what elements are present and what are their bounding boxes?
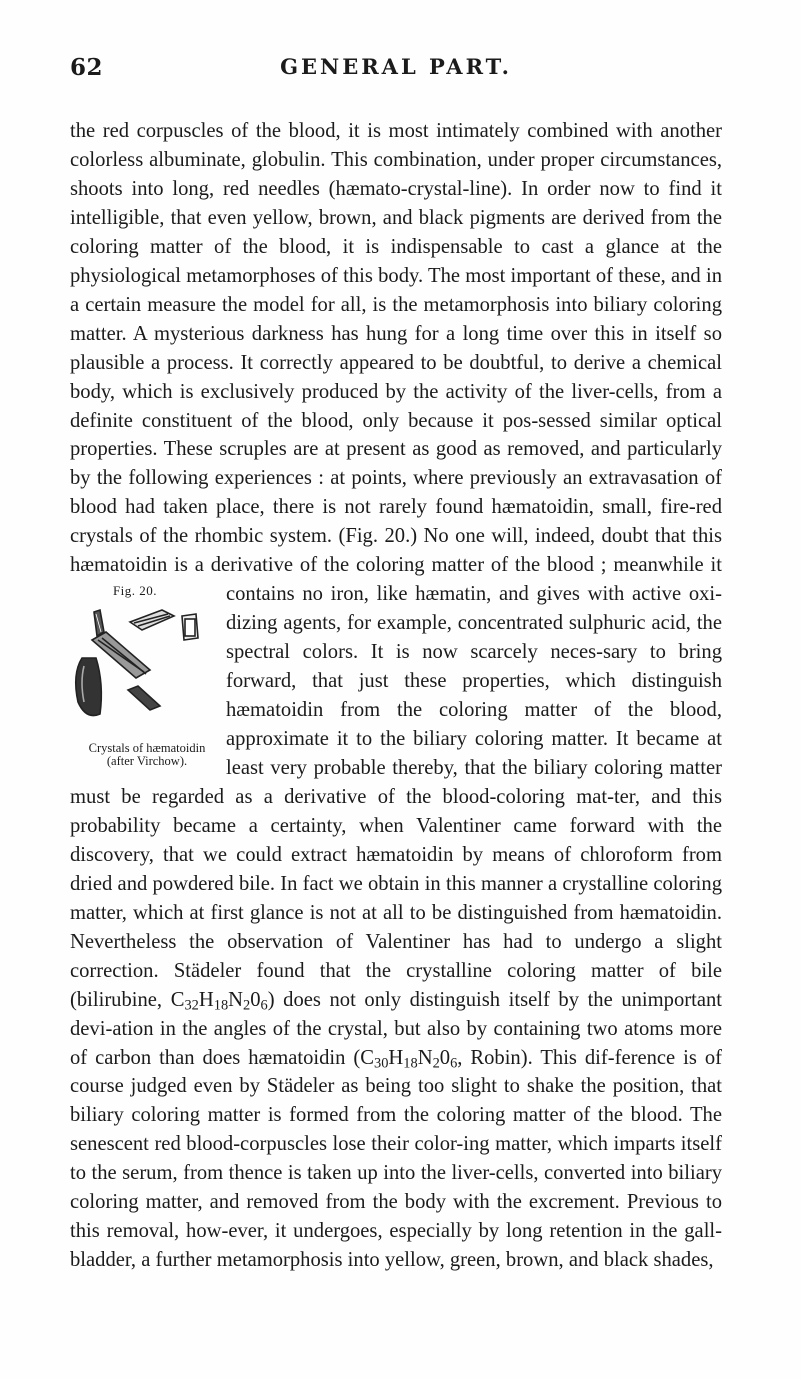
figure-20 bbox=[70, 580, 220, 775]
text-segment: the red corpuscles of the blood, it is most intimately combined with another colorless albuminate, globulin. This combination, under proper circumstances, shoots into long, red needles (hæmato-crystal-line). In order now to find it intelligible, that even yellow, brown, and black pigments are derived from the coloring matter of the blood, it is indispensable to cast a glance at the physiological metamorphoses of this body. The most important of these, and in a certain measure the model for all, is the metamorphosis into biliary coloring matter. A mysterious darkness has hung for a long time over this in itself so plausible a process. It correctly appeared to be doubtful, to derive a chemical body, which is exclusively produced by the activity of the liver-cells, from a definite constituent of the blood, only because it pos-sessed similar optical properties. These scruples are at present as good as removed, and particularly by the following experiences : at points, where previously an extravasation of blood had taken place, there is not rarely found hæmatoidin, small, fire-red crystals of the rhombic system. (Fig. 20.) No one will, indeed, doubt that this hæmatoidin is a derivative of the coloring matter of the blood ; bbox=[70, 120, 722, 577]
figure-caption-line2: (after Virchow). bbox=[106, 754, 188, 769]
figure-label: Fig. 20. bbox=[112, 583, 158, 599]
text-segment: meanwhile it contains no iron, like hæmatin, and gives with active oxi-dizing agents, for example, concentrated sulphuric acid, the spectral colors. It is now scarcely neces-sary to bring forward, that just these properties, which distinguish hæmatoidin from the coloring matter of the blood, approximate it to the biliary coloring matter. It became at least very probable thereby, that the biliary coloring matter must be regarded as a derivative of the blood-coloring mat-ter, and this probability became a certainty, when Valentiner came forward with the discovery, that we could extract hæmatoidin by means of chloroform from dried and powdered bile. In fact we obtain in this manner a crystalline coloring matter, which at first glance is not at all to be distinguished from hæmatoidin. Nevertheless the observation of Valentiner has had to undergo a slight correction. Städeler found that the crystalline coloring matter of bile (bilirubine, bbox=[70, 554, 722, 1011]
page-header bbox=[70, 54, 722, 84]
crystal-rhombus-top bbox=[130, 610, 174, 630]
text-segment: ) does not only distinguish itself by the unimportant devi-ation in the angles of the crystal, but also by containing two atoms more of carbon than does hæmatoidin ( bbox=[70, 988, 723, 1069]
paragraph bbox=[70, 117, 722, 1275]
page-number: 62 bbox=[70, 54, 104, 81]
body-text bbox=[70, 117, 722, 1275]
crystal-tall-left bbox=[94, 610, 104, 636]
crystal-needle bbox=[128, 686, 160, 710]
text-segment: , Robin). This dif-ference is of course judged even by Städeler as being too slight to shake the position, that biliary coloring matter is formed from the coloring matter of the blood. The senescent red blood-corpuscles lose their color-ing matter, which imparts itself to the serum, from thence is taken up into the liver-cells, converted into biliary coloring matter, and removed from the body with the excrement. Previous to this removal, how-ever, it undergoes, especially by long retention in the gall-bladder, a further metamorphosis into yellow, green, brown, and black shades, bbox=[70, 1046, 722, 1272]
crystals-illustration bbox=[70, 602, 220, 742]
chemical-formula-haematoidin: $C_{30}H_{18}N_20_6$ bbox=[360, 1046, 458, 1072]
crystal-round bbox=[76, 658, 102, 716]
figure-caption-line1: Crystals of hæmatoidin bbox=[88, 741, 206, 756]
chemical-formula-bilirubine: $C_{32}H_{18}N_20_6$ bbox=[170, 988, 268, 1014]
running-title: GENERAL PART. bbox=[280, 54, 512, 79]
